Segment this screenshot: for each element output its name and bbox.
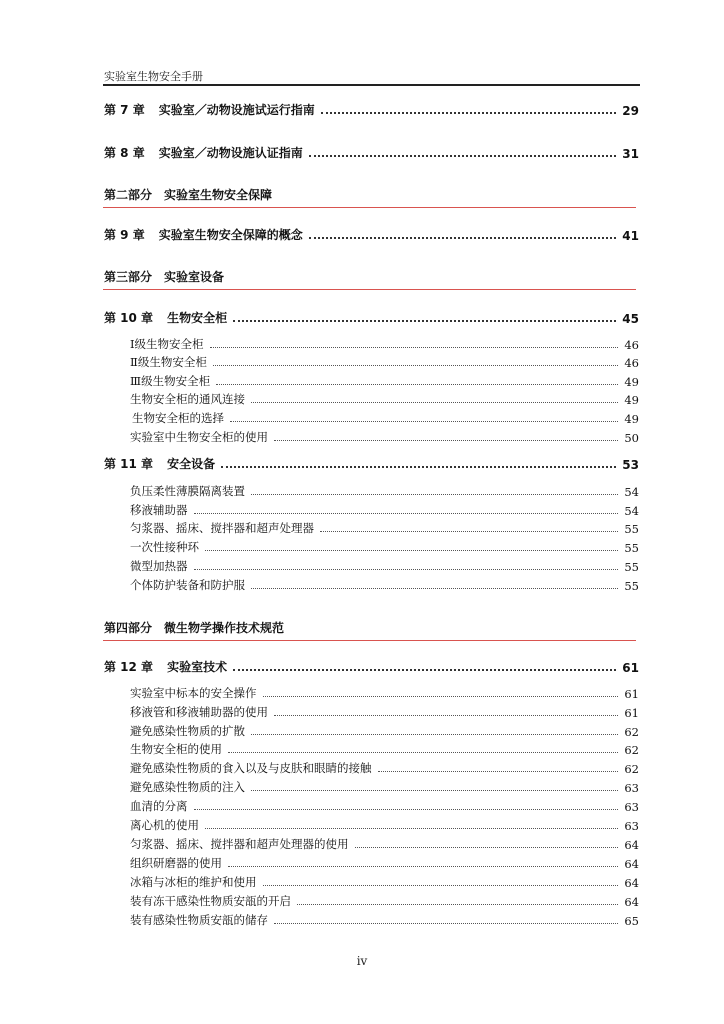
toc-page-number: 63 — [624, 781, 639, 795]
dot-leader — [251, 401, 618, 403]
toc-page-number: 49 — [624, 393, 639, 407]
toc-page-number: 62 — [624, 762, 639, 776]
toc-entry-title: 装有感染性物质安瓿的储存 — [130, 913, 268, 927]
toc-entry-label — [130, 336, 204, 352]
page-number: iv — [356, 954, 368, 968]
toc-section-entry[interactable] — [130, 779, 639, 795]
toc-entry-label — [130, 855, 222, 871]
running-header-title: 实验室生物安全手册 — [104, 70, 203, 83]
toc-entry-title: 匀浆器、摇床、搅拌器和超声处理器 — [130, 521, 314, 535]
toc-section-entry[interactable] — [130, 391, 639, 407]
toc-chapter-entry[interactable] — [104, 310, 639, 326]
toc-entry-label — [130, 373, 210, 389]
toc-section-entry[interactable] — [130, 577, 639, 593]
toc-entry-label — [130, 817, 199, 833]
toc-page-number: 54 — [624, 504, 639, 518]
toc-entry-label — [130, 520, 314, 536]
toc-section-entry[interactable] — [130, 760, 639, 776]
toc-page-number: 31 — [622, 147, 639, 161]
toc-entry-title: 装有冻干感染性物质安瓿的开启 — [130, 894, 291, 908]
toc-page-number: 64 — [624, 857, 639, 871]
toc-entry-title: 移液管和移液辅助器的使用 — [130, 705, 268, 719]
toc-entry-title: 实验室／动物设施认证指南 — [158, 146, 303, 160]
toc-page-number: 45 — [622, 312, 639, 326]
toc-page-number: 64 — [624, 838, 639, 852]
toc-section-entry[interactable] — [130, 704, 639, 720]
toc-section-entry[interactable] — [130, 893, 639, 909]
toc-entry-label — [130, 874, 257, 890]
toc-entry-title: 实验室／动物设施试运行指南 — [158, 103, 315, 117]
dot-leader — [274, 439, 618, 441]
dot-leader — [233, 319, 616, 322]
toc-entry-title: 安全设备 — [167, 457, 216, 471]
dot-leader — [216, 383, 618, 385]
toc-chapter-entry[interactable] — [104, 145, 639, 161]
toc-entry-label — [130, 836, 349, 852]
toc-page-number: 61 — [622, 661, 639, 675]
dot-leader — [205, 549, 618, 551]
toc-page-number: 46 — [624, 356, 639, 370]
toc-entry-label — [130, 539, 199, 555]
toc-entry-title: 匀浆器、摇床、搅拌器和超声处理器的使用 — [130, 837, 349, 851]
dot-leader — [210, 346, 619, 348]
toc-entry-label — [130, 741, 222, 757]
toc-section-entry[interactable] — [130, 741, 639, 757]
toc-page-number: 61 — [624, 706, 639, 720]
part-rule — [103, 207, 636, 208]
toc-section-entry[interactable] — [130, 539, 639, 555]
dot-leader — [194, 512, 619, 514]
toc-section-entry[interactable] — [130, 912, 639, 928]
chapter-number: 第 12 章 — [104, 660, 154, 674]
toc-section-entry[interactable] — [130, 855, 639, 871]
chapter-number: 第 10 章 — [104, 311, 154, 325]
dot-leader — [205, 827, 618, 829]
dot-leader — [263, 884, 619, 886]
toc-entry-title: 生物安全柜的选择 — [132, 411, 224, 425]
toc-chapter-entry[interactable] — [104, 227, 639, 243]
part-heading: 第二部分 实验室生物安全保障 — [104, 188, 273, 202]
dot-leader — [213, 364, 619, 366]
toc-entry-title: 生物安全柜 — [167, 311, 228, 325]
dot-leader — [251, 493, 618, 495]
dot-leader — [228, 751, 618, 753]
toc-entry-title: 冰箱与冰柜的维护和使用 — [130, 875, 257, 889]
toc-entry-title: 避免感染性物质的注入 — [130, 780, 245, 794]
dot-leader — [251, 733, 618, 735]
dot-leader — [251, 789, 618, 791]
toc-entry-title: 个体防护装备和防护服 — [130, 578, 245, 592]
toc-page-number: 63 — [624, 819, 639, 833]
dot-leader — [230, 420, 618, 422]
toc-entry-label — [130, 577, 245, 593]
dot-leader — [297, 903, 618, 905]
dot-leader — [274, 714, 618, 716]
toc-page-number: 55 — [624, 579, 639, 593]
toc-page-number: 55 — [624, 522, 639, 536]
dot-leader — [309, 154, 617, 157]
dot-leader — [221, 465, 616, 468]
chapter-number: 第 7 章 — [104, 103, 145, 117]
toc-entry-title: 一次性接种环 — [130, 540, 199, 554]
toc-section-entry[interactable] — [130, 373, 639, 389]
dot-leader — [228, 865, 618, 867]
dot-leader — [321, 111, 617, 114]
toc-page-number: 64 — [624, 895, 639, 909]
part-rule — [103, 640, 636, 641]
toc-entry-title: 避免感染性物质的扩散 — [130, 724, 245, 738]
toc-entry-label — [104, 101, 315, 118]
toc-section-entry[interactable] — [130, 520, 639, 536]
toc-chapter-entry[interactable] — [104, 102, 639, 118]
toc-page-number: 54 — [624, 485, 639, 499]
toc-entry-title: 血清的分离 — [130, 799, 188, 813]
toc-entry-label — [130, 685, 257, 701]
toc-entry-label — [130, 798, 188, 814]
part-rule — [103, 289, 636, 290]
header-rule — [103, 84, 640, 86]
toc-entry-label — [104, 144, 303, 161]
toc-entry-label — [130, 391, 245, 407]
toc-page-number: 61 — [624, 687, 639, 701]
toc-section-entry[interactable] — [130, 836, 639, 852]
toc-page-number: 49 — [624, 412, 639, 426]
toc-entry-title: 负压柔性薄膜隔离装置 — [130, 484, 245, 498]
toc-section-entry[interactable] — [130, 685, 639, 701]
toc-section-entry[interactable] — [130, 874, 639, 890]
toc-page-number: 62 — [624, 725, 639, 739]
toc-entry-label — [132, 410, 224, 426]
toc-page-number: 64 — [624, 876, 639, 890]
toc-entry-title: 避免感染性物质的食入以及与皮肤和眼睛的接触 — [130, 761, 372, 775]
toc-chapter-entry[interactable] — [104, 456, 639, 472]
toc-section-entry[interactable] — [130, 354, 639, 370]
toc-section-entry[interactable] — [130, 502, 639, 518]
toc-page-number: 55 — [624, 560, 639, 574]
toc-section-entry[interactable] — [130, 817, 639, 833]
toc-chapter-entry[interactable] — [104, 659, 639, 675]
toc-entry-label — [104, 658, 227, 675]
part-heading: 第四部分 微生物学操作技术规范 — [104, 621, 285, 635]
toc-entry-label — [130, 912, 268, 928]
toc-entry-label — [130, 723, 245, 739]
part-heading: 第三部分 实验室设备 — [104, 270, 225, 284]
toc-entry-title: 实验室技术 — [167, 660, 228, 674]
toc-section-entry[interactable] — [130, 558, 639, 574]
toc-entry-label — [104, 226, 303, 243]
toc-page-number: 65 — [624, 914, 639, 928]
dot-leader — [355, 846, 619, 848]
dot-leader — [233, 668, 616, 671]
toc-page-number: 49 — [624, 375, 639, 389]
dot-leader — [194, 568, 619, 570]
toc-section-entry[interactable] — [132, 410, 639, 426]
toc-page-number: 41 — [622, 229, 639, 243]
toc-entry-label — [130, 760, 372, 776]
toc-entry-title: Ⅲ级生物安全柜 — [130, 374, 211, 388]
toc-section-entry[interactable] — [130, 483, 639, 499]
toc-section-entry[interactable] — [130, 429, 639, 445]
toc-page-number: 63 — [624, 800, 639, 814]
toc-entry-title: Ⅰ级生物安全柜 — [130, 337, 204, 351]
toc-page-number: 29 — [622, 104, 639, 118]
chapter-number: 第 8 章 — [104, 146, 145, 160]
toc-entry-title: Ⅱ级生物安全柜 — [130, 355, 207, 369]
toc-entry-label — [104, 309, 227, 326]
chapter-number: 第 9 章 — [104, 228, 145, 242]
dot-leader — [263, 695, 619, 697]
toc-entry-title: 生物安全柜的使用 — [130, 742, 222, 756]
toc-entry-label — [130, 429, 268, 445]
toc-page-number: 53 — [622, 458, 639, 472]
toc-page-number: 62 — [624, 743, 639, 757]
dot-leader — [251, 587, 618, 589]
toc-page-number: 50 — [624, 431, 639, 445]
toc-page-number: 55 — [624, 541, 639, 555]
toc-entry-title: 组织研磨器的使用 — [130, 856, 222, 870]
toc-entry-title: 移液辅助器 — [130, 503, 188, 517]
dot-leader — [320, 530, 618, 532]
toc-entry-label — [130, 558, 188, 574]
toc-entry-title: 实验室中生物安全柜的使用 — [130, 430, 268, 444]
toc-entry-title: 实验室生物安全保障的概念 — [158, 228, 303, 242]
dot-leader — [309, 236, 617, 239]
toc-entry-title: 实验室中标本的安全操作 — [130, 686, 257, 700]
chapter-number: 第 11 章 — [104, 457, 154, 471]
dot-leader — [274, 922, 618, 924]
toc-entry-label — [130, 483, 245, 499]
toc-entry-title: 微型加热器 — [130, 559, 188, 573]
toc-page-number: 46 — [624, 338, 639, 352]
toc-section-entry[interactable] — [130, 798, 639, 814]
toc-section-entry[interactable] — [130, 336, 639, 352]
toc-entry-label — [130, 779, 245, 795]
toc-section-entry[interactable] — [130, 723, 639, 739]
toc-entry-label — [104, 455, 215, 472]
toc-entry-label — [130, 354, 207, 370]
toc-entry-label — [130, 502, 188, 518]
toc-entry-label — [130, 704, 268, 720]
dot-leader — [194, 808, 619, 810]
dot-leader — [378, 770, 619, 772]
toc-entry-label — [130, 893, 291, 909]
toc-entry-title: 生物安全柜的通风连接 — [130, 392, 245, 406]
toc-entry-title: 离心机的使用 — [130, 818, 199, 832]
